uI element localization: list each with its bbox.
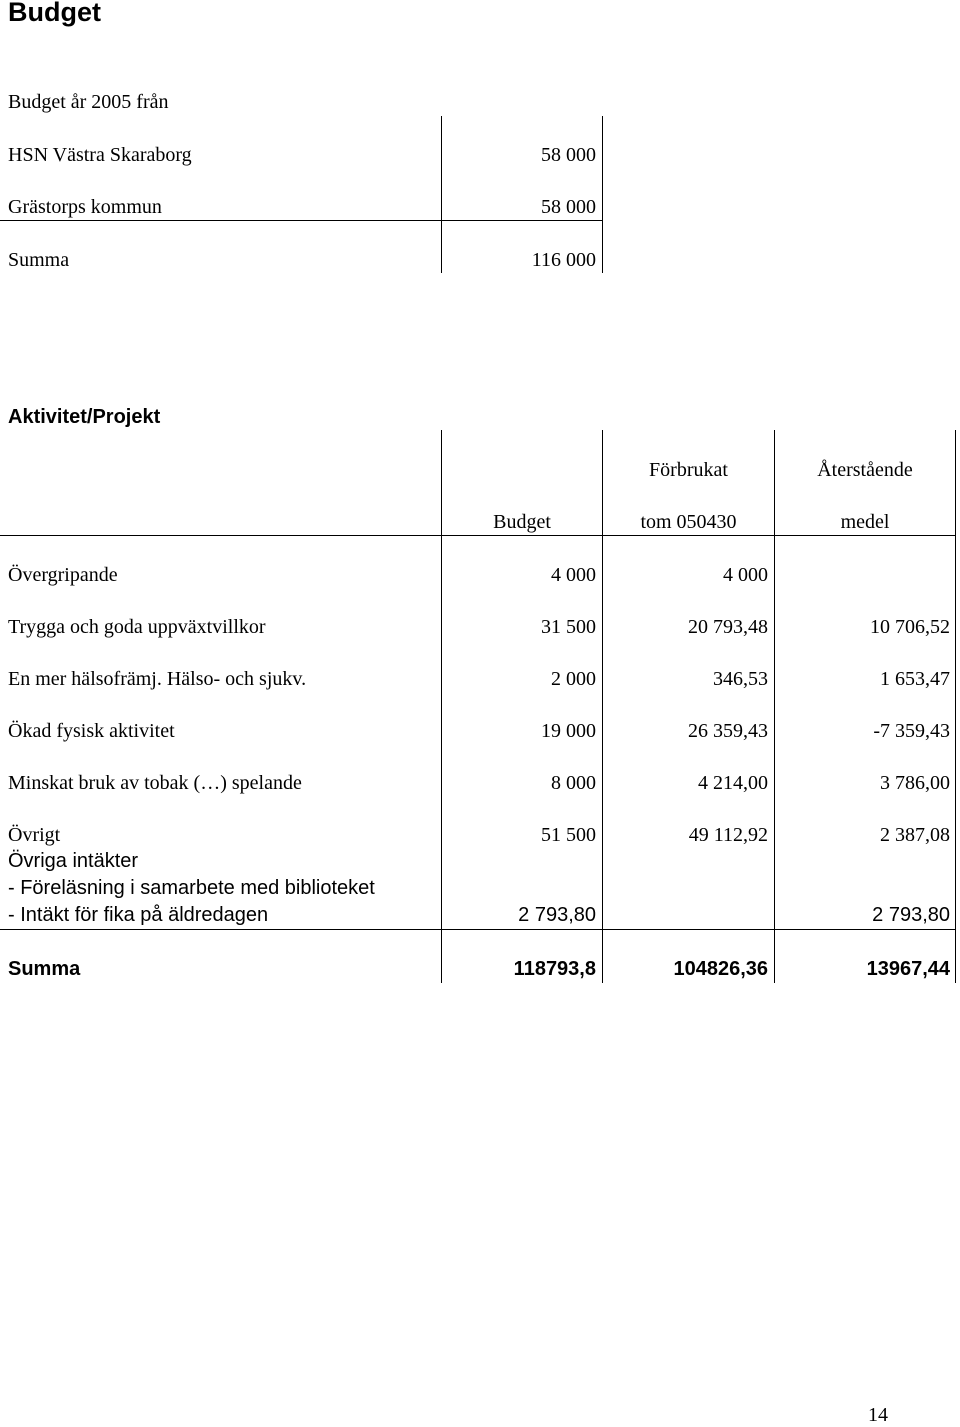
row-spent: 49 112,92 xyxy=(688,824,768,846)
row-remaining: 1 653,47 xyxy=(880,668,950,690)
income-remaining: 2 793,80 xyxy=(872,904,950,926)
total-rule xyxy=(0,929,956,930)
row-label: Trygga och goda uppväxtvillkor xyxy=(8,616,266,638)
funding-label: Grästorps kommun xyxy=(8,196,162,218)
total-remaining: 13967,44 xyxy=(866,958,950,980)
row-budget: 2 000 xyxy=(551,668,596,690)
funding-divider-right xyxy=(602,116,603,273)
row-remaining: -7 359,43 xyxy=(873,720,950,742)
page-number: 14 xyxy=(868,1404,888,1426)
total-label: Summa xyxy=(8,958,81,980)
row-budget: 8 000 xyxy=(551,772,596,794)
income-budget: 2 793,80 xyxy=(518,904,596,926)
row-spent: 26 359,43 xyxy=(688,720,768,742)
row-budget: 19 000 xyxy=(541,720,596,742)
income-line: - Intäkt för fika på äldredagen xyxy=(8,904,269,926)
row-budget: 31 500 xyxy=(541,616,596,638)
row-label: Ökad fysisk aktivitet xyxy=(8,720,175,742)
funding-total-label: Summa xyxy=(8,249,70,271)
total-spent: 104826,36 xyxy=(673,958,768,980)
row-spent: 346,53 xyxy=(713,668,768,690)
row-spent: 20 793,48 xyxy=(688,616,768,638)
total-budget: 118793,8 xyxy=(513,958,596,980)
row-remaining: 2 387,08 xyxy=(880,824,950,846)
row-label: Övrigt xyxy=(8,824,61,846)
header-rule xyxy=(0,535,956,536)
row-spent: 4 000 xyxy=(723,564,768,586)
header-spent-date: tom 050430 xyxy=(640,511,737,533)
funding-sum-rule xyxy=(0,220,603,221)
column-divider-end xyxy=(955,430,956,983)
funding-heading: Budget år 2005 från xyxy=(8,91,169,113)
funding-total-amount: 116 000 xyxy=(531,249,596,271)
row-remaining: 10 706,52 xyxy=(870,616,950,638)
income-line: - Föreläsning i samarbete med biblioteket xyxy=(8,877,375,899)
page-title: Budget xyxy=(8,0,101,27)
funding-label: HSN Västra Skaraborg xyxy=(8,144,192,166)
header-remaining: Återstående xyxy=(817,459,913,481)
row-budget: 51 500 xyxy=(541,824,596,846)
row-budget: 4 000 xyxy=(551,564,596,586)
row-remaining: 3 786,00 xyxy=(880,772,950,794)
funding-amount: 58 000 xyxy=(541,196,596,218)
activity-heading: Aktivitet/Projekt xyxy=(8,406,161,428)
header-remaining-sub: medel xyxy=(840,511,890,533)
income-heading: Övriga intäkter xyxy=(8,850,139,872)
header-budget: Budget xyxy=(493,511,551,533)
row-label: En mer hälsofrämj. Hälso- och sjukv. xyxy=(8,668,307,690)
row-label: Minskat bruk av tobak (…) spelande xyxy=(8,772,302,794)
row-spent: 4 214,00 xyxy=(698,772,768,794)
funding-amount: 58 000 xyxy=(541,144,596,166)
row-label: Övergripande xyxy=(8,564,118,586)
header-spent: Förbrukat xyxy=(649,459,728,481)
